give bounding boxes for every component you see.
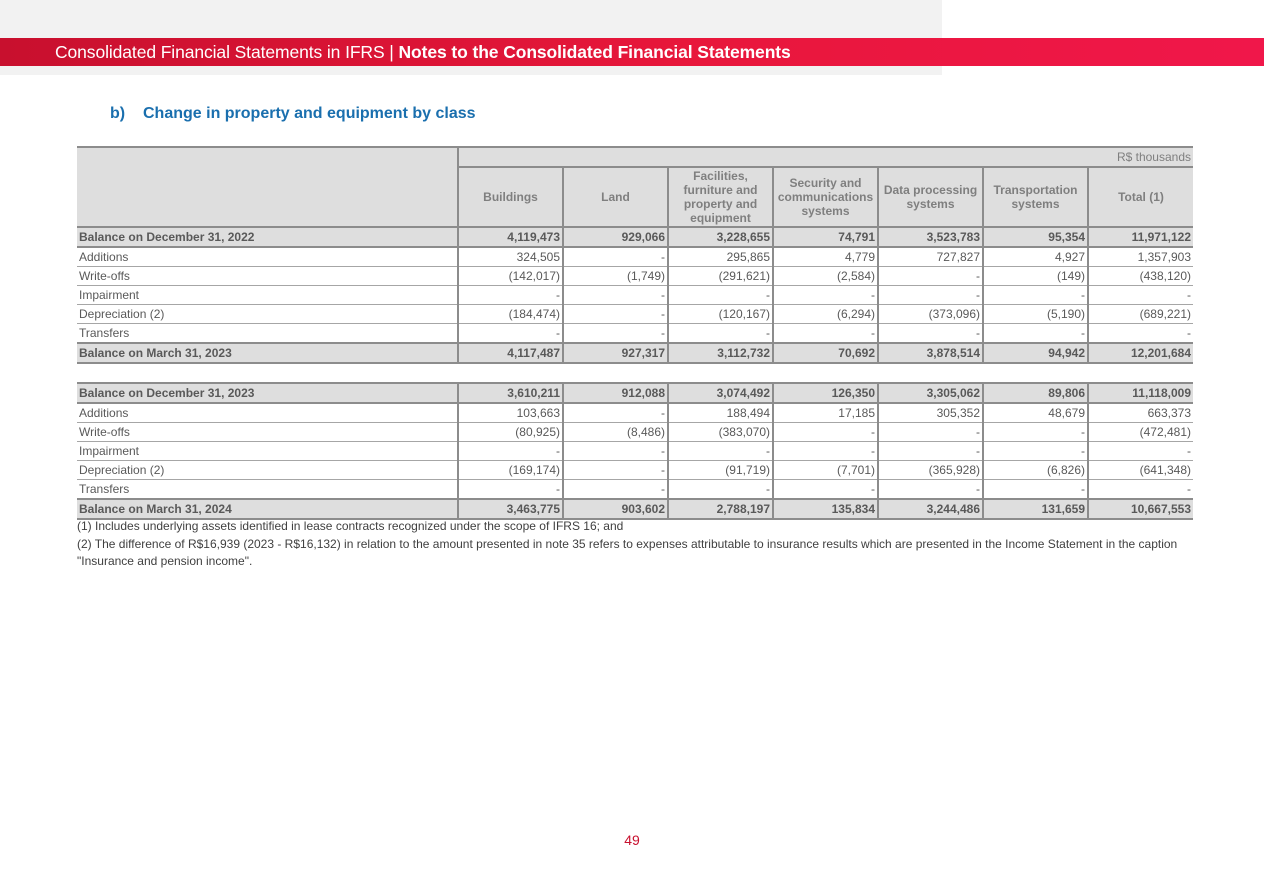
row-label: Additions [77, 247, 458, 267]
value-cell: (149) [983, 267, 1088, 286]
value-cell: - [458, 480, 563, 500]
value-cell: 305,352 [878, 403, 983, 423]
value-cell: 4,117,487 [458, 343, 563, 363]
row-label: Write-offs [77, 423, 458, 442]
value-cell: 3,523,783 [878, 227, 983, 247]
table-row [77, 324, 1193, 344]
spacer-row [77, 363, 1193, 383]
value-cell: 3,610,211 [458, 383, 563, 403]
col-header-land: Land [563, 167, 668, 227]
table-row [77, 499, 1193, 519]
value-cell: 3,112,732 [668, 343, 773, 363]
block-2022-2023 [77, 227, 1193, 363]
row-label: Impairment [77, 286, 458, 305]
value-cell: 103,663 [458, 403, 563, 423]
row-label: Balance on December 31, 2022 [77, 227, 458, 247]
value-cell: 4,927 [983, 247, 1088, 267]
value-cell: 11,118,009 [1088, 383, 1193, 403]
value-cell: (438,120) [1088, 267, 1193, 286]
table-row [77, 305, 1193, 324]
table-row [77, 247, 1193, 267]
value-cell: 3,463,775 [458, 499, 563, 519]
table-row [77, 267, 1193, 286]
spacer-cell [77, 363, 1193, 383]
value-cell: - [668, 442, 773, 461]
value-cell: (365,928) [878, 461, 983, 480]
value-cell: - [878, 442, 983, 461]
value-cell: - [563, 403, 668, 423]
value-cell: (5,190) [983, 305, 1088, 324]
table-row [77, 227, 1193, 247]
row-label: Transfers [77, 480, 458, 500]
value-cell: 48,679 [983, 403, 1088, 423]
value-cell: 663,373 [1088, 403, 1193, 423]
header-prefix: Consolidated Financial Statements in IFRS | [55, 42, 399, 62]
block-2023-2024 [77, 383, 1193, 519]
value-cell: - [983, 324, 1088, 344]
value-cell: 903,602 [563, 499, 668, 519]
value-cell: 17,185 [773, 403, 878, 423]
value-cell: (80,925) [458, 423, 563, 442]
footnotes [77, 518, 1193, 571]
value-cell: (641,348) [1088, 461, 1193, 480]
col-header-buildings: Buildings [458, 167, 563, 227]
col-header-facilities: Facilities, furniture and property and equipment [668, 167, 773, 227]
value-cell: - [983, 480, 1088, 500]
value-cell: (2,584) [773, 267, 878, 286]
value-cell: - [878, 423, 983, 442]
row-label: Impairment [77, 442, 458, 461]
value-cell: 912,088 [563, 383, 668, 403]
value-cell: (169,174) [458, 461, 563, 480]
table-row [77, 383, 1193, 403]
value-cell: - [563, 442, 668, 461]
value-cell: 131,659 [983, 499, 1088, 519]
section-title [110, 105, 476, 123]
value-cell: 135,834 [773, 499, 878, 519]
value-cell: - [773, 480, 878, 500]
value-cell: - [878, 324, 983, 344]
col-header-total: Total (1) [1088, 167, 1193, 227]
table-row [77, 480, 1193, 500]
value-cell: 70,692 [773, 343, 878, 363]
value-cell: (8,486) [563, 423, 668, 442]
value-cell: 324,505 [458, 247, 563, 267]
row-label: Balance on March 31, 2024 [77, 499, 458, 519]
value-cell: 11,971,122 [1088, 227, 1193, 247]
value-cell: 1,357,903 [1088, 247, 1193, 267]
value-cell: 74,791 [773, 227, 878, 247]
value-cell: - [1088, 324, 1193, 344]
value-cell: (7,701) [773, 461, 878, 480]
value-cell: (689,221) [1088, 305, 1193, 324]
table-row [77, 423, 1193, 442]
value-cell: (6,826) [983, 461, 1088, 480]
value-cell: (373,096) [878, 305, 983, 324]
row-label: Depreciation (2) [77, 305, 458, 324]
value-cell: - [983, 286, 1088, 305]
table-row [77, 343, 1193, 363]
value-cell: 10,667,553 [1088, 499, 1193, 519]
footnote-2: (2) The difference of R$16,939 (2023 - R$16,132) in relation to the amount presented in note 35 refers to expenses attributable to insurance results which are presented in the Income Statement in the caption "Insurance and pension income". [77, 536, 1178, 568]
value-cell: - [563, 305, 668, 324]
col-header-security: Security and communications systems [773, 167, 878, 227]
value-cell: (1,749) [563, 267, 668, 286]
row-label: Balance on December 31, 2023 [77, 383, 458, 403]
value-cell: 727,827 [878, 247, 983, 267]
table-row [77, 286, 1193, 305]
value-cell: - [458, 286, 563, 305]
value-cell: (91,719) [668, 461, 773, 480]
value-cell: (120,167) [668, 305, 773, 324]
value-cell: - [668, 324, 773, 344]
value-cell: - [1088, 286, 1193, 305]
value-cell: - [1088, 442, 1193, 461]
value-cell: - [563, 247, 668, 267]
row-label: Balance on March 31, 2023 [77, 343, 458, 363]
units-label: R$ thousands [458, 147, 1193, 167]
value-cell: 929,066 [563, 227, 668, 247]
value-cell: (6,294) [773, 305, 878, 324]
value-cell: 89,806 [983, 383, 1088, 403]
value-cell: 126,350 [773, 383, 878, 403]
row-label: Depreciation (2) [77, 461, 458, 480]
col-header-transportation: Transportation systems [983, 167, 1088, 227]
section-letter: b) [110, 105, 126, 122]
value-cell: - [563, 461, 668, 480]
value-cell: (472,481) [1088, 423, 1193, 442]
value-cell: - [878, 267, 983, 286]
value-cell: - [668, 286, 773, 305]
value-cell: - [1088, 480, 1193, 500]
value-cell: - [563, 324, 668, 344]
value-cell: (184,474) [458, 305, 563, 324]
value-cell: 295,865 [668, 247, 773, 267]
value-cell: 3,878,514 [878, 343, 983, 363]
value-cell: - [983, 442, 1088, 461]
value-cell: - [668, 480, 773, 500]
col-header-data-processing: Data processing systems [878, 167, 983, 227]
value-cell: 927,317 [563, 343, 668, 363]
value-cell: (142,017) [458, 267, 563, 286]
value-cell: - [773, 324, 878, 344]
value-cell: - [773, 442, 878, 461]
value-cell: 188,494 [668, 403, 773, 423]
header-corner [77, 147, 458, 227]
table-row [77, 442, 1193, 461]
value-cell: 12,201,684 [1088, 343, 1193, 363]
page-number: 49 [624, 832, 640, 848]
property-equipment-table [77, 146, 1193, 520]
value-cell: - [878, 286, 983, 305]
value-cell: 2,788,197 [668, 499, 773, 519]
row-label: Additions [77, 403, 458, 423]
header-title [55, 42, 791, 63]
value-cell: 3,305,062 [878, 383, 983, 403]
value-cell: 95,354 [983, 227, 1088, 247]
value-cell: 3,244,486 [878, 499, 983, 519]
table-row [77, 461, 1193, 480]
value-cell: - [563, 286, 668, 305]
units-row [77, 147, 1193, 167]
value-cell: 3,228,655 [668, 227, 773, 247]
value-cell: - [773, 423, 878, 442]
value-cell: - [773, 286, 878, 305]
value-cell: (383,070) [668, 423, 773, 442]
value-cell: 94,942 [983, 343, 1088, 363]
value-cell: 4,779 [773, 247, 878, 267]
footnote-1: (1) Includes underlying assets identified in lease contracts recognized under the scope of IFRS 16; and [77, 519, 624, 533]
value-cell: - [458, 442, 563, 461]
value-cell: - [458, 324, 563, 344]
value-cell: 3,074,492 [668, 383, 773, 403]
table-row [77, 403, 1193, 423]
value-cell: - [983, 423, 1088, 442]
section-title-text: Change in property and equipment by class [143, 105, 476, 122]
value-cell: - [878, 480, 983, 500]
value-cell: (291,621) [668, 267, 773, 286]
row-label: Transfers [77, 324, 458, 344]
header-banner [0, 38, 1264, 66]
value-cell: - [563, 480, 668, 500]
row-label: Write-offs [77, 267, 458, 286]
header-section-name: Notes to the Consolidated Financial Statements [398, 42, 791, 62]
value-cell: 4,119,473 [458, 227, 563, 247]
